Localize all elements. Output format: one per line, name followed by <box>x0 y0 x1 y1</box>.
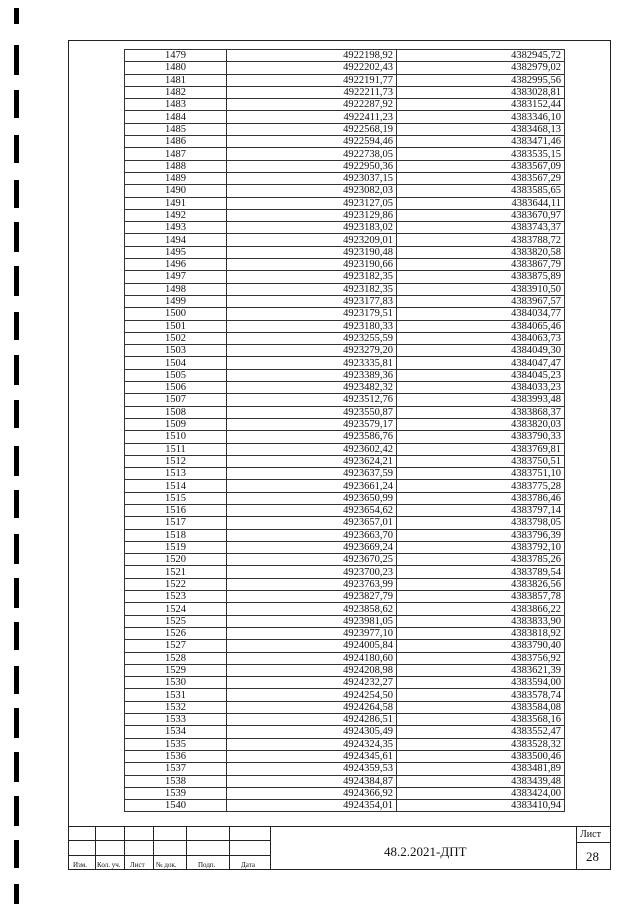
coordinate-x: 4924286,51 <box>227 714 397 726</box>
stamp-cell <box>186 826 230 841</box>
table-row <box>125 86 565 98</box>
stamp-cell <box>229 840 271 856</box>
point-number: 1485 <box>125 123 227 135</box>
point-number: 1496 <box>125 259 227 271</box>
coordinate-x: 4923180,33 <box>227 320 397 332</box>
point-number: 1486 <box>125 136 227 148</box>
coordinate-x: 4923179,51 <box>227 308 397 320</box>
coordinate-y: 4383993,48 <box>397 394 565 406</box>
point-number: 1498 <box>125 283 227 295</box>
table-row <box>125 148 565 160</box>
point-number: 1503 <box>125 345 227 357</box>
label-date: Дата <box>241 861 255 869</box>
binding-mark <box>14 400 19 428</box>
table-row <box>125 664 565 676</box>
coordinate-y: 4383439,48 <box>397 775 565 787</box>
coordinate-x: 4922198,92 <box>227 50 397 62</box>
coordinate-y: 4383028,81 <box>397 86 565 98</box>
point-number: 1482 <box>125 86 227 98</box>
binding-mark <box>14 708 19 738</box>
point-number: 1499 <box>125 295 227 307</box>
coordinate-x: 4924208,98 <box>227 664 397 676</box>
coordinate-x: 4924232,27 <box>227 677 397 689</box>
point-number: 1488 <box>125 160 227 172</box>
coordinate-x: 4923182,35 <box>227 271 397 283</box>
table-row <box>125 554 565 566</box>
coordinate-y: 4383468,13 <box>397 123 565 135</box>
coordinate-y: 4383346,10 <box>397 111 565 123</box>
point-number: 1539 <box>125 787 227 799</box>
point-number: 1523 <box>125 591 227 603</box>
table-row <box>125 431 565 443</box>
point-number: 1535 <box>125 738 227 750</box>
table-row <box>125 492 565 504</box>
table-row <box>125 541 565 553</box>
coordinate-x: 4923657,01 <box>227 517 397 529</box>
stamp-cell <box>68 826 96 841</box>
binding-mark <box>14 622 19 650</box>
coordinate-y: 4384047,47 <box>397 357 565 369</box>
coordinate-x: 4923389,36 <box>227 369 397 381</box>
coordinate-x: 4922287,92 <box>227 99 397 111</box>
table-row <box>125 369 565 381</box>
point-number: 1491 <box>125 197 227 209</box>
table-row <box>125 627 565 639</box>
coordinate-x: 4923255,59 <box>227 332 397 344</box>
table-row <box>125 578 565 590</box>
point-number: 1524 <box>125 603 227 615</box>
coordinate-x: 4923637,59 <box>227 468 397 480</box>
table-row <box>125 738 565 750</box>
coordinate-x: 4923082,03 <box>227 185 397 197</box>
coordinate-y: 4384065,46 <box>397 320 565 332</box>
point-number: 1532 <box>125 701 227 713</box>
point-number: 1502 <box>125 332 227 344</box>
table-row <box>125 689 565 701</box>
binding-mark <box>14 222 19 252</box>
point-number: 1483 <box>125 99 227 111</box>
table-row <box>125 640 565 652</box>
coordinate-y: 4383644,11 <box>397 197 565 209</box>
coordinate-x: 4923279,20 <box>227 345 397 357</box>
coordinate-y: 4383867,79 <box>397 259 565 271</box>
table-row <box>125 99 565 111</box>
stamp-cell <box>153 826 187 841</box>
point-number: 1495 <box>125 246 227 258</box>
point-number: 1520 <box>125 554 227 566</box>
coordinate-y: 4383818,92 <box>397 627 565 639</box>
binding-mark <box>14 752 19 782</box>
coordinate-x: 4923127,05 <box>227 197 397 209</box>
binding-mark <box>14 884 19 904</box>
table-row <box>125 504 565 516</box>
coordinate-x: 4923650,99 <box>227 492 397 504</box>
point-number: 1504 <box>125 357 227 369</box>
table-row <box>125 74 565 86</box>
table-row <box>125 259 565 271</box>
coordinate-y: 4383798,05 <box>397 517 565 529</box>
table-row <box>125 406 565 418</box>
point-number: 1537 <box>125 763 227 775</box>
point-number: 1522 <box>125 578 227 590</box>
coordinate-y: 4382945,72 <box>397 50 565 62</box>
binding-mark <box>14 796 19 826</box>
stamp-cell <box>95 826 125 841</box>
binding-mark <box>14 840 19 868</box>
point-number: 1481 <box>125 74 227 86</box>
table-row <box>125 591 565 603</box>
coordinate-x: 4923669,24 <box>227 541 397 553</box>
coordinate-x: 4923190,66 <box>227 259 397 271</box>
point-number: 1525 <box>125 615 227 627</box>
table-row <box>125 136 565 148</box>
coordinate-x: 4922191,77 <box>227 74 397 86</box>
coordinate-x: 4923977,10 <box>227 627 397 639</box>
coordinate-y: 4383584,08 <box>397 701 565 713</box>
table-row <box>125 332 565 344</box>
stamp-cell <box>186 840 230 856</box>
document-code: 48.2.2021-ДПТ <box>384 844 467 859</box>
label-list: Лист <box>130 861 145 869</box>
coordinate-y: 4383792,10 <box>397 541 565 553</box>
point-number: 1489 <box>125 172 227 184</box>
stamp-cell <box>95 840 125 856</box>
stamp-cell <box>124 840 154 856</box>
binding-mark <box>14 578 19 608</box>
point-number: 1518 <box>125 529 227 541</box>
coordinate-x: 4924366,92 <box>227 787 397 799</box>
point-number: 1516 <box>125 504 227 516</box>
label-doc-num: № док. <box>156 861 177 869</box>
coordinate-y: 4383500,46 <box>397 750 565 762</box>
coordinate-x: 4923586,76 <box>227 431 397 443</box>
table-row <box>125 480 565 492</box>
binding-mark <box>14 312 19 340</box>
coordinate-y: 4383826,56 <box>397 578 565 590</box>
table-row <box>125 209 565 221</box>
binding-mark <box>14 45 19 75</box>
coordinate-x: 4924345,61 <box>227 750 397 762</box>
point-number: 1507 <box>125 394 227 406</box>
coordinate-y: 4384049,30 <box>397 345 565 357</box>
stamp-cell <box>153 840 187 856</box>
stamp-cell <box>229 826 271 841</box>
coordinate-y: 4383756,92 <box>397 652 565 664</box>
table-row <box>125 50 565 62</box>
coordinate-y: 4382979,02 <box>397 62 565 74</box>
coordinate-x: 4922211,73 <box>227 86 397 98</box>
table-row <box>125 418 565 430</box>
point-number: 1533 <box>125 714 227 726</box>
coordinate-y: 4383743,37 <box>397 222 565 234</box>
coordinate-x: 4924264,58 <box>227 701 397 713</box>
coordinate-x: 4923763,99 <box>227 578 397 590</box>
table-row <box>125 320 565 332</box>
coordinate-x: 4922411,23 <box>227 111 397 123</box>
table-row <box>125 345 565 357</box>
binding-mark <box>14 534 19 564</box>
coordinate-x: 4924324,35 <box>227 738 397 750</box>
coordinate-y: 4383769,81 <box>397 443 565 455</box>
table-row <box>125 271 565 283</box>
table-row <box>125 283 565 295</box>
coordinate-y: 4383790,40 <box>397 640 565 652</box>
coordinate-x: 4923512,76 <box>227 394 397 406</box>
binding-mark <box>14 90 19 118</box>
coordinate-x: 4923654,62 <box>227 504 397 516</box>
binding-mark <box>14 446 19 476</box>
coordinate-y: 4383833,90 <box>397 615 565 627</box>
coordinate-x: 4924180,60 <box>227 652 397 664</box>
point-number: 1528 <box>125 652 227 664</box>
table-row <box>125 234 565 246</box>
label-izm: Изм. <box>73 861 87 869</box>
point-number: 1500 <box>125 308 227 320</box>
sheet-label: Лист <box>580 829 601 840</box>
table-row <box>125 750 565 762</box>
table-row <box>125 603 565 615</box>
coordinate-x: 4924005,84 <box>227 640 397 652</box>
table-row <box>125 357 565 369</box>
point-number: 1517 <box>125 517 227 529</box>
table-row <box>125 443 565 455</box>
binding-mark <box>14 180 19 208</box>
coordinate-y: 4383868,37 <box>397 406 565 418</box>
coordinate-y: 4383621,39 <box>397 664 565 676</box>
table-row <box>125 714 565 726</box>
coordinate-y: 4383535,15 <box>397 148 565 160</box>
point-number: 1529 <box>125 664 227 676</box>
point-number: 1508 <box>125 406 227 418</box>
coordinate-y: 4383152,44 <box>397 99 565 111</box>
coordinate-x: 4923579,17 <box>227 418 397 430</box>
table-row <box>125 787 565 799</box>
point-number: 1487 <box>125 148 227 160</box>
coordinates-table <box>124 49 565 812</box>
point-number: 1505 <box>125 369 227 381</box>
coordinate-x: 4923827,79 <box>227 591 397 603</box>
coordinate-y: 4383910,50 <box>397 283 565 295</box>
table-row <box>125 455 565 467</box>
point-number: 1494 <box>125 234 227 246</box>
coordinate-x: 4923858,62 <box>227 603 397 615</box>
coordinate-x: 4924384,87 <box>227 775 397 787</box>
coordinate-y: 4383567,09 <box>397 160 565 172</box>
coordinate-x: 4923550,87 <box>227 406 397 418</box>
label-kol-uch: Кол. уч. <box>97 861 121 869</box>
point-number: 1484 <box>125 111 227 123</box>
point-number: 1538 <box>125 775 227 787</box>
point-number: 1509 <box>125 418 227 430</box>
coordinate-x: 4923700,23 <box>227 566 397 578</box>
coordinate-x: 4923129,86 <box>227 209 397 221</box>
point-number: 1536 <box>125 750 227 762</box>
coordinate-y: 4383750,51 <box>397 455 565 467</box>
coordinate-x: 4923482,32 <box>227 382 397 394</box>
table-row <box>125 394 565 406</box>
table-row <box>125 246 565 258</box>
point-number: 1512 <box>125 455 227 467</box>
coordinate-y: 4383866,22 <box>397 603 565 615</box>
point-number: 1521 <box>125 566 227 578</box>
point-number: 1513 <box>125 468 227 480</box>
coordinate-y: 4383594,00 <box>397 677 565 689</box>
point-number: 1480 <box>125 62 227 74</box>
point-number: 1514 <box>125 480 227 492</box>
coordinate-y: 4383424,00 <box>397 787 565 799</box>
table-row <box>125 308 565 320</box>
coordinate-y: 4383875,89 <box>397 271 565 283</box>
table-row <box>125 295 565 307</box>
coordinate-y: 4383857,78 <box>397 591 565 603</box>
stamp-cell <box>68 840 96 856</box>
coordinate-y: 4383790,33 <box>397 431 565 443</box>
table-row <box>125 185 565 197</box>
coordinate-x: 4924305,49 <box>227 726 397 738</box>
coordinate-x: 4923177,83 <box>227 295 397 307</box>
coordinate-x: 4923602,42 <box>227 443 397 455</box>
coordinate-y: 4383967,57 <box>397 295 565 307</box>
binding-mark <box>14 490 19 518</box>
coordinate-y: 4383820,58 <box>397 246 565 258</box>
coordinate-y: 4383578,74 <box>397 689 565 701</box>
stamp-cell <box>124 826 154 841</box>
coordinate-x: 4923335,81 <box>227 357 397 369</box>
coordinate-x: 4922950,36 <box>227 160 397 172</box>
coordinate-x: 4923183,02 <box>227 222 397 234</box>
binding-mark <box>14 355 19 385</box>
table-row <box>125 517 565 529</box>
table-row <box>125 382 565 394</box>
coordinate-x: 4923981,05 <box>227 615 397 627</box>
point-number: 1497 <box>125 271 227 283</box>
table-row <box>125 111 565 123</box>
coordinate-y: 4383481,89 <box>397 763 565 775</box>
table-row <box>125 775 565 787</box>
binding-mark <box>14 8 19 24</box>
table-row <box>125 615 565 627</box>
table-row <box>125 701 565 713</box>
coordinate-x: 4923670,25 <box>227 554 397 566</box>
coordinate-x: 4923182,35 <box>227 283 397 295</box>
coordinate-y: 4383786,46 <box>397 492 565 504</box>
coordinate-y: 4383585,65 <box>397 185 565 197</box>
coordinate-x: 4923663,70 <box>227 529 397 541</box>
coordinate-y: 4384033,23 <box>397 382 565 394</box>
binding-mark <box>14 135 19 163</box>
coordinate-x: 4924354,01 <box>227 800 397 812</box>
coordinate-y: 4383471,46 <box>397 136 565 148</box>
coordinate-y: 4384034,77 <box>397 308 565 320</box>
binding-mark <box>14 666 19 694</box>
coordinate-x: 4922568,19 <box>227 123 397 135</box>
coordinate-x: 4923624,21 <box>227 455 397 467</box>
coordinate-y: 4383410,94 <box>397 800 565 812</box>
coordinate-y: 4383670,97 <box>397 209 565 221</box>
coordinate-y: 4383796,39 <box>397 529 565 541</box>
point-number: 1526 <box>125 627 227 639</box>
point-number: 1492 <box>125 209 227 221</box>
point-number: 1527 <box>125 640 227 652</box>
coordinate-y: 4383788,72 <box>397 234 565 246</box>
coordinate-y: 4383789,54 <box>397 566 565 578</box>
point-number: 1479 <box>125 50 227 62</box>
table-row <box>125 726 565 738</box>
coordinate-y: 4383528,32 <box>397 738 565 750</box>
coordinate-y: 4383797,14 <box>397 504 565 516</box>
point-number: 1490 <box>125 185 227 197</box>
table-row <box>125 197 565 209</box>
table-row <box>125 566 565 578</box>
table-row <box>125 222 565 234</box>
sheet-number: 28 <box>586 849 599 864</box>
coordinate-y: 4383820,03 <box>397 418 565 430</box>
binding-mark <box>14 266 19 296</box>
coordinate-x: 4922594,46 <box>227 136 397 148</box>
table-row <box>125 763 565 775</box>
coordinate-x: 4923037,15 <box>227 172 397 184</box>
coordinate-y: 4383775,28 <box>397 480 565 492</box>
coordinate-y: 4383567,29 <box>397 172 565 184</box>
point-number: 1510 <box>125 431 227 443</box>
table-row <box>125 123 565 135</box>
point-number: 1530 <box>125 677 227 689</box>
coordinate-y: 4382995,56 <box>397 74 565 86</box>
coordinate-y: 4383751,10 <box>397 468 565 480</box>
table-row <box>125 677 565 689</box>
point-number: 1519 <box>125 541 227 553</box>
point-number: 1515 <box>125 492 227 504</box>
point-number: 1511 <box>125 443 227 455</box>
point-number: 1540 <box>125 800 227 812</box>
coordinate-x: 4924254,50 <box>227 689 397 701</box>
table-row <box>125 160 565 172</box>
coordinate-y: 4383568,16 <box>397 714 565 726</box>
table-row <box>125 652 565 664</box>
point-number: 1531 <box>125 689 227 701</box>
coordinate-y: 4384063,73 <box>397 332 565 344</box>
coordinate-x: 4923661,24 <box>227 480 397 492</box>
coordinate-y: 4383552,47 <box>397 726 565 738</box>
point-number: 1501 <box>125 320 227 332</box>
coordinate-y: 4383785,26 <box>397 554 565 566</box>
coordinate-x: 4924359,53 <box>227 763 397 775</box>
coordinate-x: 4922202,43 <box>227 62 397 74</box>
point-number: 1534 <box>125 726 227 738</box>
point-number: 1493 <box>125 222 227 234</box>
table-row <box>125 62 565 74</box>
table-row <box>125 172 565 184</box>
table-row <box>125 800 565 812</box>
coordinate-x: 4923190,48 <box>227 246 397 258</box>
title-block <box>68 826 611 870</box>
coordinate-x: 4923209,01 <box>227 234 397 246</box>
label-podp: Подп. <box>198 861 216 869</box>
coordinate-y: 4384045,23 <box>397 369 565 381</box>
table-row <box>125 529 565 541</box>
point-number: 1506 <box>125 382 227 394</box>
table-row <box>125 468 565 480</box>
coordinate-x: 4922738,05 <box>227 148 397 160</box>
